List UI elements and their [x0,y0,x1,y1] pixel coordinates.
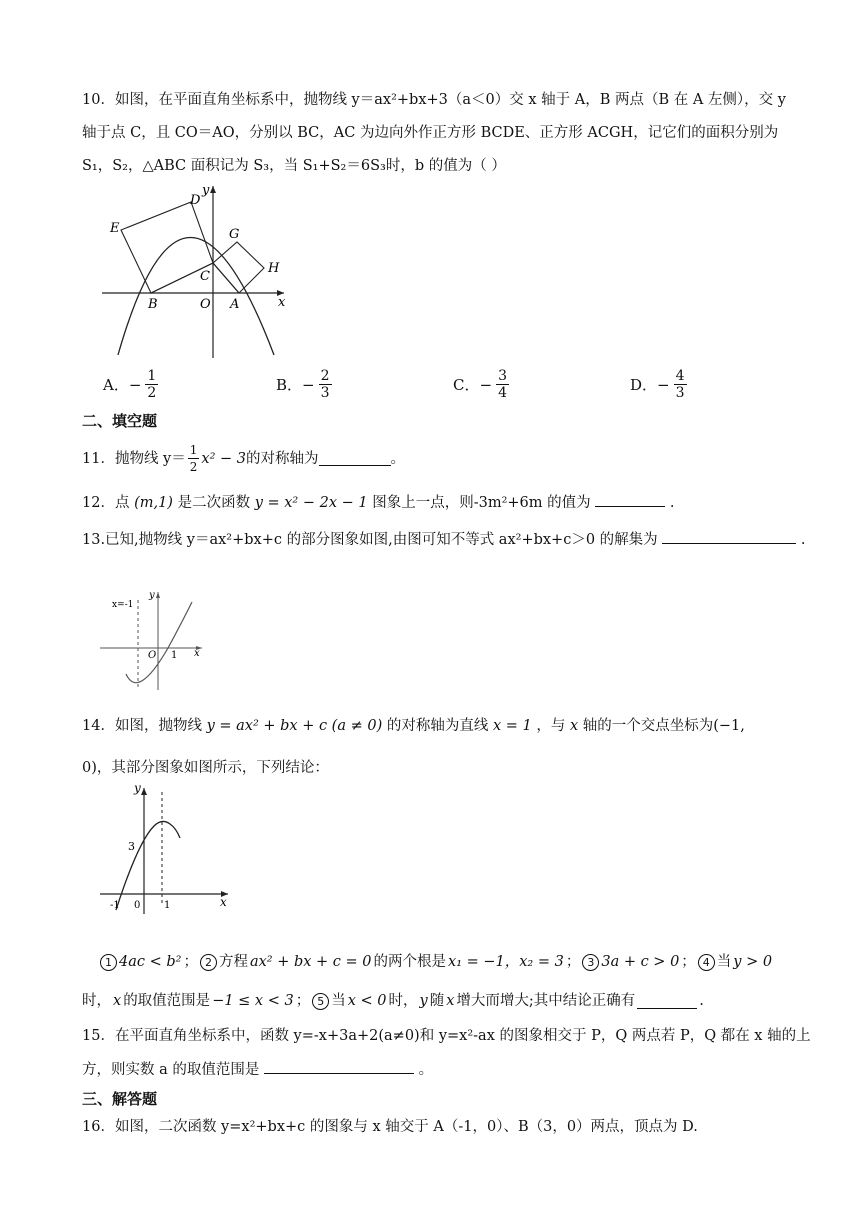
q14-c5-text-d: 增大而增大;其中结论正确有 [456,993,636,1009]
q13-text: 13.已知,抛物线 y＝ax²+bx+c 的部分图象如图,由图可知不等式 ax²+bx+c＞0 的解集为 [82,532,658,548]
q14-parabola [116,821,180,910]
q15-line2 [82,1059,433,1080]
q10-label-c: C [200,269,210,284]
q14-label-neg1: -1 [110,900,120,911]
q16-line1: 16．如图，二次函数 y=x²+bx+c 的图象与 x 轴交于 A（-1，0）、B（3，0）两点，顶点为 D. [82,1119,698,1135]
option-sign: − [657,375,670,394]
q14-conclusion-1: 4ac < b² [119,954,182,970]
fraction-numerator: 1 [147,368,157,384]
fraction-numerator: 4 [675,368,685,384]
q11-line [82,442,405,475]
separator: ； [183,954,198,970]
q14-l4-x: x [113,993,122,1009]
q12-line [82,492,674,513]
q14-conclusion-2-roots: x₁ = −1，x₂ = 3 [448,954,564,970]
q14-conclusion-4-condition: y > 0 [733,954,773,970]
q15-text: 方，则实数 a 的取值范围是 [82,1062,260,1078]
q10-line3: S₁，S₂，△ABC 面积记为 S₃，当 S₁+S₂＝6S₃时，b 的值为（ ） [82,158,506,174]
q14-y-arrow [141,788,147,795]
q14-label-y: y [134,782,141,795]
q13-end: . [800,532,806,548]
q14-c5-y: y [419,993,428,1009]
fraction-numerator: 2 [320,368,330,384]
q11-end: 。 [390,450,405,467]
q14-c5-text-a: 当 [331,993,346,1009]
q10-label-a: A [230,297,240,312]
fraction-denominator: 3 [320,385,330,401]
q12-end: . [669,495,675,511]
circled-number-4: 4 [698,954,715,971]
q13-label-y: y [149,590,155,601]
q13-answer-blank[interactable] [662,529,796,544]
q14-axis: x = 1 [492,718,532,734]
q12-mid: 是二次函数 [177,495,255,511]
q10-option-b[interactable] [276,368,332,401]
separator: ； [295,993,311,1009]
option-sign: − [479,375,493,394]
q11-expression: x² − 3 [201,450,246,467]
q14-c2-text-a: 方程 [218,954,248,970]
q14-conclusion-4-range: −1 ≤ x < 3 [212,993,294,1009]
option-fraction [145,368,158,401]
q12-function: y = x² − 2x − 1 [254,495,368,511]
q14-line1 [82,716,745,736]
option-letter: D． [630,376,658,394]
q10-label-o: O [200,297,211,312]
q10-label-d: D [190,193,201,208]
q12-answer-blank[interactable] [595,492,665,507]
separator: ； [565,954,581,970]
option-fraction [496,368,509,401]
q13-line [82,529,806,550]
q14-text-c: ，与 [536,718,570,734]
fraction-numerator: 1 [189,443,198,457]
q13-y-arrow [156,592,160,598]
q14-figure [96,782,236,916]
fraction-denominator: 2 [189,460,198,474]
q10-figure [96,180,296,360]
q13-label-axis: x=-1 [112,600,134,610]
q15-line1: 15．在平面直角坐标系中，函数 y=-x+3a+2(a≠0)和 y=x²-ax 的图象相交于 P，Q 两点若 P，Q 都在 x 轴的上 [82,1028,811,1044]
q14-label-x: x [220,895,227,909]
q14-conclusions-line2 [82,991,704,1011]
fraction-denominator: 2 [147,385,157,401]
q14-c2-text-b: 的两个根是 [373,954,447,970]
q14-text-d: 轴的一个交点坐标为(−1, [582,718,745,734]
q10-label-x: x [278,295,286,310]
q14-l4-text-b: 的取值范围是 [123,993,211,1009]
option-letter: C． [453,376,480,394]
q14-end: . [699,993,704,1009]
separator: ； [681,954,696,970]
circled-number-3: 3 [582,954,599,971]
q10-option-d[interactable] [630,368,687,401]
q12-prefix: 12．点 [82,495,135,511]
q13-label-x: x [194,648,200,659]
q10-label-g: G [229,227,240,242]
fraction-denominator: 4 [498,385,507,401]
q14-conclusion-3: 3a + c > 0 [601,954,680,970]
q10-option-a[interactable] [103,368,158,401]
q14-answer-blank[interactable] [637,994,697,1009]
circled-number-5: 5 [312,993,329,1010]
fraction-denominator: 3 [675,385,685,401]
q10-label-b: B [148,297,158,312]
q14-label-o: 0 [134,900,141,911]
q13-label-one: 1 [171,650,178,661]
option-fraction [674,368,687,401]
q15-answer-blank[interactable] [264,1059,414,1074]
q11-answer-blank[interactable] [319,451,391,466]
q10-square-acgh [213,242,264,293]
q14-c4-text: 当 [716,954,732,970]
q10-line1: 10．如图，在平面直角坐标系中，抛物线 y＝ax²+bx+3（a＜0）交 x 轴于 A，B 两点（B 在 A 左侧），交 y [82,92,786,108]
section-heading-solutions: 三、解答题 [82,1090,158,1108]
q13-label-o: O [148,650,157,661]
q14-c5-text-c: 随 [429,993,445,1009]
q14-conclusion-5-condition: x < 0 [347,993,387,1009]
q10-label-y: y [202,183,210,198]
q13-figure [98,586,208,696]
q10-option-c[interactable] [453,368,509,401]
q14-text-b: 的对称轴为直线 [386,718,493,734]
q10-label-e: E [110,221,120,236]
option-sign: − [128,375,142,394]
q12-point: (m,1) [134,495,173,511]
q12-suffix: 图象上一点，则-3m²+6m 的值为 [372,495,591,511]
section-heading-fill-blank: 二、填空题 [82,412,158,430]
q14-text-a: 14．如图，抛物线 [82,718,207,734]
fraction-numerator: 3 [498,368,507,384]
q13-parabola [126,602,192,683]
q11-suffix: 的对称轴为 [246,450,319,467]
circled-number-1: 1 [100,954,117,971]
circled-number-2: 2 [200,954,217,971]
q14-label-three: 3 [128,840,135,853]
q14-function: y = ax² + bx + c (a ≠ 0) [206,718,383,734]
q14-c5-x: x [446,993,455,1009]
q15-end: 。 [418,1062,434,1078]
q14-x: x [569,718,579,734]
option-fraction [319,368,332,401]
q14-conclusions-line [100,952,772,972]
q10-line2: 轴于点 C，且 CO＝AO，分别以 BC，AC 为边向外作正方形 BCDE、正方形 ACGH，记它们的面积分别为 [82,125,779,141]
q14-label-one: 1 [164,900,171,911]
q14-conclusion-2-equation: ax² + bx + c = 0 [249,954,372,970]
q14-c5-text-b: 时， [388,993,418,1009]
q11-fraction [188,442,200,475]
q14-line2: 0)，其部分图象如图所示，下列结论： [82,760,329,776]
q14-l4-text-a: 时， [82,993,111,1009]
q10-y-arrow [210,186,216,193]
option-letter: B． [276,376,303,394]
q11-prefix: 11．抛物线 y＝ [82,450,186,467]
q10-label-h: H [268,261,280,276]
option-letter: A． [103,376,129,394]
option-sign: − [302,375,315,394]
